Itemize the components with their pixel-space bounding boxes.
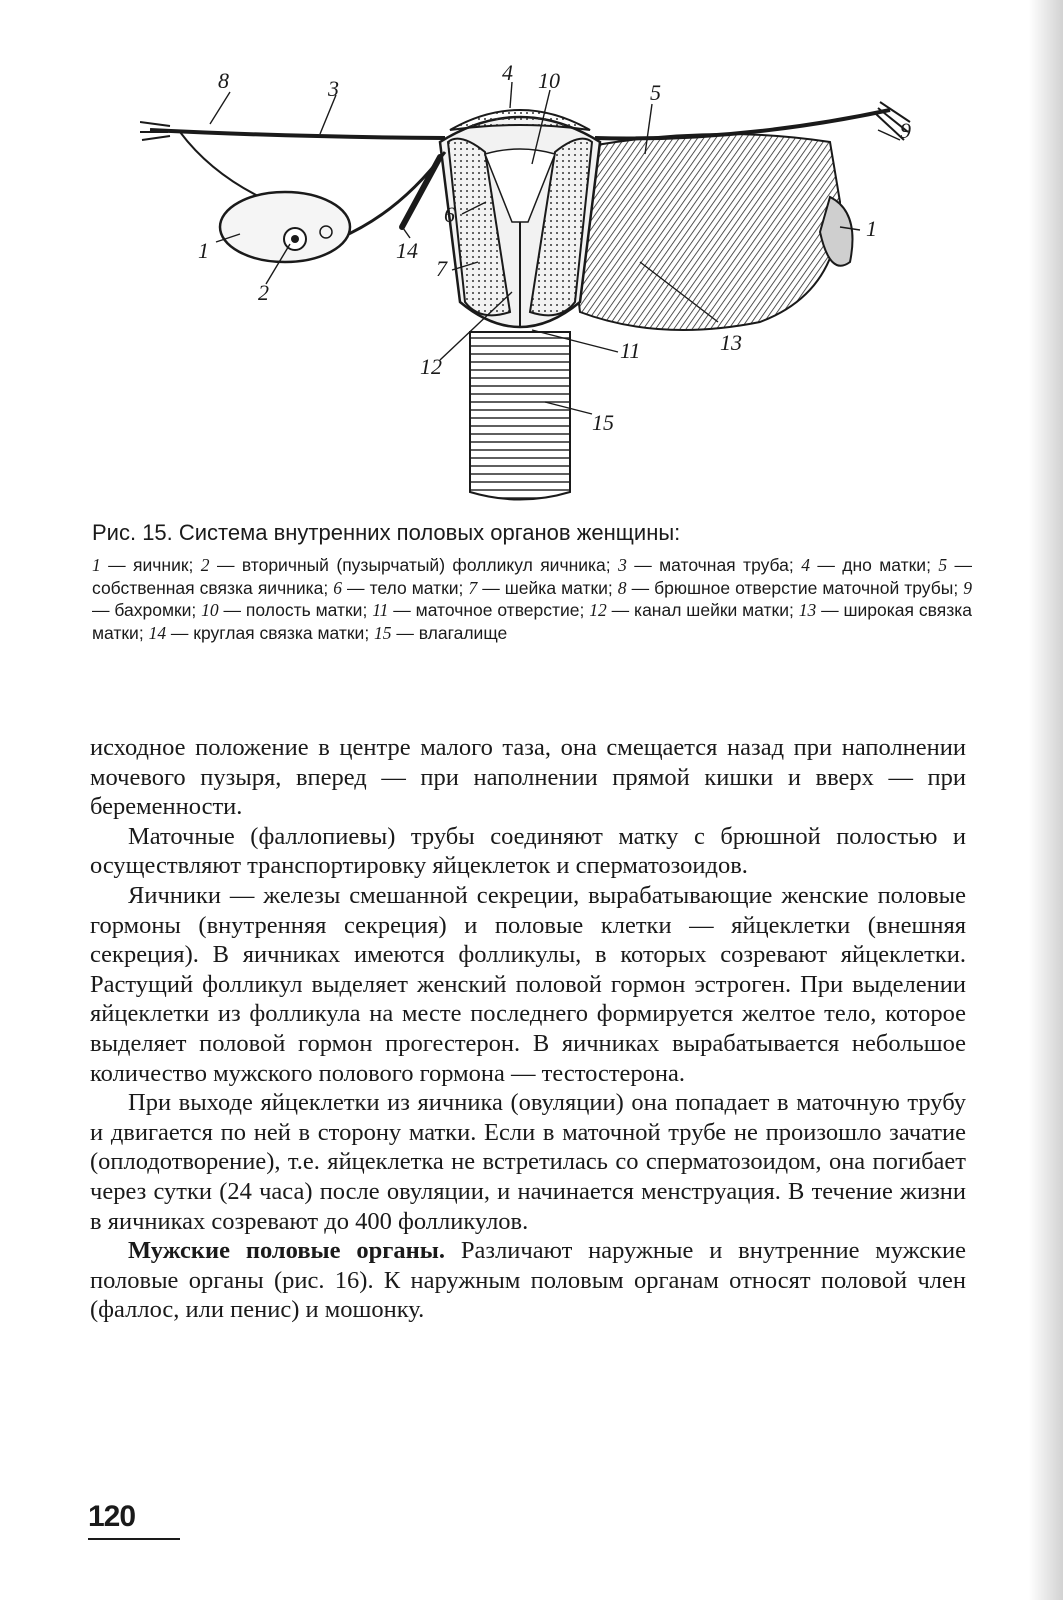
fallopian-tube-left — [150, 130, 445, 138]
body-text — [90, 733, 966, 1325]
figure-label-4: 4 — [502, 62, 513, 85]
figure-label-11: 11 — [620, 338, 641, 363]
figure-label-1-right: 1 — [866, 216, 877, 241]
paragraph: При выходе яйцеклетки из яичника (овуляции) она попадает в маточную трубу и двигается по ней в сторону матки. Если в маточной трубе не произошло зачатие (оплодотворение), т.е. яйцеклетка не встретилась со сперматозоидом, она погибает через сутки (24 часа) после овуляции, и начинается менструация. В течение жизни в яичниках созревают до 400 фолликулов. — [90, 1089, 966, 1235]
legend-num: 9 — [963, 577, 972, 598]
figure-label-9: 9 — [900, 118, 911, 143]
figure-label-1-left: 1 — [198, 238, 209, 263]
figure-caption — [92, 520, 972, 644]
legend-text: — дно матки; — [809, 555, 939, 575]
legend-text: — влагалище — [391, 622, 508, 643]
legend-num: 6 — [333, 577, 343, 598]
ovarian-ligament-left — [340, 152, 445, 238]
legend-text: — яичник; — [100, 555, 201, 575]
section-heading-inline: Мужские половые органы. — [128, 1237, 446, 1265]
legend-text: — маточная труба; — [626, 555, 802, 575]
legend-text: — тело матки; — [342, 577, 469, 598]
figure-label-2: 2 — [258, 280, 269, 305]
paragraph: исходное положение в центре малого таза, она смещается назад при наполнении мочевого пузыря, вперед — при наполнении прямой кишки и вверх — при беременности. — [90, 734, 966, 821]
legend-text: — маточное отверстие; — [388, 600, 590, 620]
legend-num: 15 — [374, 622, 392, 643]
legend-num: 12 — [589, 600, 607, 620]
legend-num: 5 — [938, 555, 948, 575]
vagina-shape — [470, 332, 570, 500]
legend-num: 4 — [801, 555, 810, 575]
figure-label-6: 6 — [444, 202, 455, 227]
legend-text: — канал шейки матки; — [606, 600, 799, 620]
legend-text: — брюшное отверстие маточной трубы; — [626, 577, 964, 598]
caption-title: Рис. 15. Система внутренних половых органов женщины: — [92, 520, 681, 545]
figure-label-8: 8 — [218, 68, 229, 93]
paragraph: Маточные (фаллопиевы) трубы соединяют матку с брюшной полостью и осуществляют транспортировку яйцеклеток и сперматозоидов. — [90, 822, 966, 880]
legend-num: 7 — [468, 577, 478, 598]
figure-label-7: 7 — [436, 256, 447, 281]
figure-label-10: 10 — [538, 68, 560, 93]
page-number: 120 — [88, 1500, 136, 1533]
legend-text: — круглая связка матки; — [166, 622, 375, 643]
paragraph-text: Различают наружные и внутренние мужские половые органы (рис. 16). К наружным половым органам относят половой член (фаллос, или пенис) и мошонку. — [90, 1237, 966, 1324]
fallopian-tube-right — [595, 110, 890, 138]
legend-num: 2 — [200, 555, 210, 575]
figure-label-15: 15 — [592, 410, 614, 435]
legend-text: — полость матки; — [218, 600, 373, 620]
legend-text: — собственная связка яичника; — [92, 555, 973, 598]
page-edge-shadow — [1029, 0, 1063, 1600]
figure-label-12: 12 — [420, 354, 442, 379]
page-number-rule — [88, 1538, 180, 1540]
figure-label-5: 5 — [650, 80, 661, 105]
legend-text: — вторичный (пузырчатый) фолликул яичника; — [209, 555, 619, 575]
figure-label-3: 3 — [328, 76, 339, 101]
figure-label-14: 14 — [396, 238, 418, 263]
legend-num: 13 — [798, 600, 817, 620]
figure-label-13: 13 — [720, 330, 742, 355]
legend-num: 10 — [201, 600, 219, 620]
paragraph — [90, 1236, 966, 1325]
legend-text: — широкая связка матки; — [92, 600, 973, 643]
legend-num: 11 — [372, 600, 389, 620]
caption-legend — [92, 554, 972, 644]
anatomy-figure — [140, 62, 940, 522]
legend-text: — шейка матки; — [477, 577, 618, 598]
paragraph: Яичники — железы смешанной секреции, вырабатывающие женские половые гормоны (внутренняя секреция) и половые клетки — яйцеклетки (внешняя секреция). В яичниках имеются фолликулы, в которых созревают яйцеклетки. Растущий фолликул выделяет женский половой гормон эстроген. При выделении яйцеклетки из фолликула на месте последнего формируется желтое тело, которое выделяет половой гормон прогестерон. В яичниках вырабатывается небольшое количество мужского полового гормона — тестостерона. — [90, 881, 966, 1087]
legend-num: 1 — [92, 555, 101, 575]
legend-num: 14 — [148, 622, 167, 643]
legend-num: 3 — [618, 555, 627, 575]
broad-ligament-shape — [560, 134, 840, 330]
legend-text: — бахромки; — [92, 600, 202, 620]
legend-num: 8 — [617, 577, 627, 598]
